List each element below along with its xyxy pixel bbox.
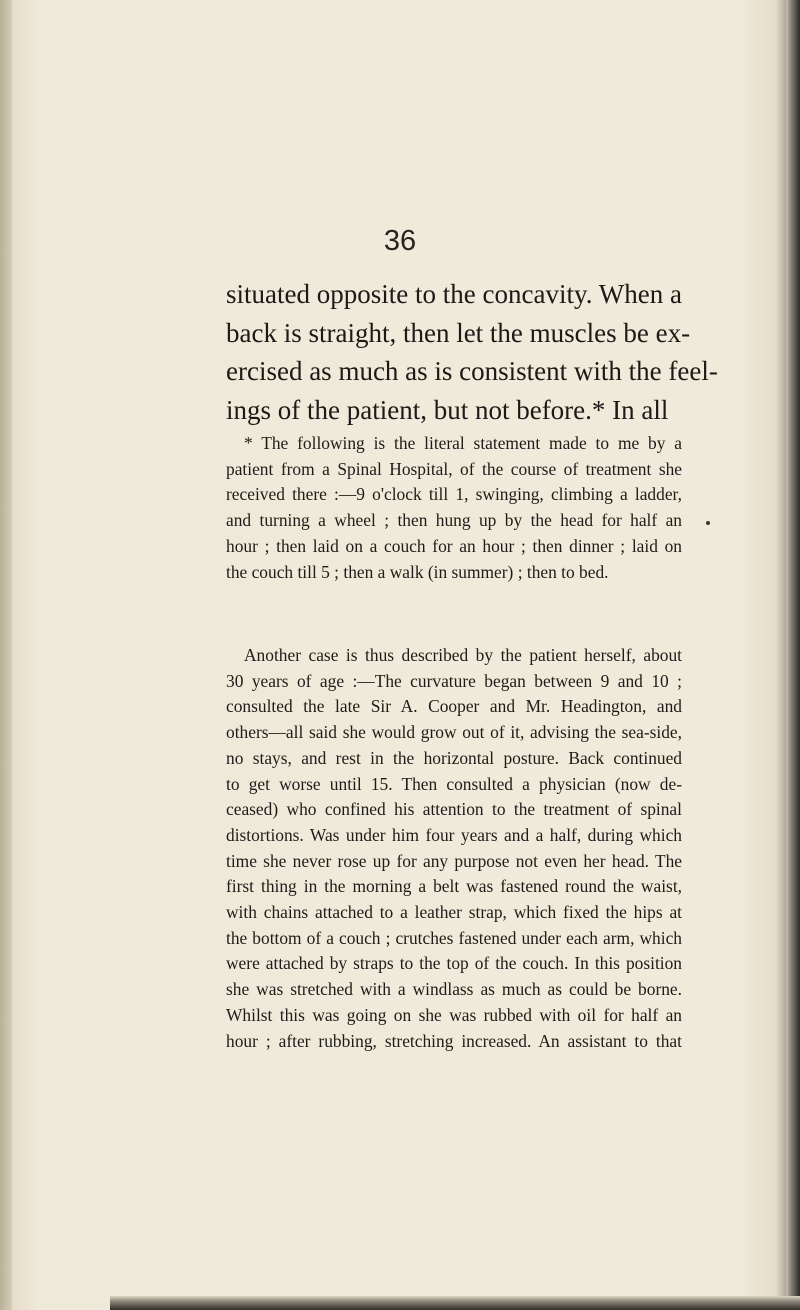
main-line: ings of the patient, but not before.* In all — [226, 394, 669, 425]
footnote-line: distortions. Was under him four years and a half, during which — [226, 824, 682, 845]
footnote-line: consulted the late Sir A. Cooper and Mr. Headington, and — [226, 696, 682, 717]
footnote-line: the bottom of a couch ; crutches fastened under each arm, which — [226, 927, 682, 948]
footnote-line: ceased) who confined his attention to the treatment of spinal — [226, 799, 682, 820]
footnote-line: first thing in the morning a belt was fastened round the waist, — [226, 876, 682, 897]
main-paragraph — [226, 275, 718, 429]
footnote-line: hour ; then laid on a couch for an hour ; then dinner ; laid on — [226, 535, 682, 556]
footnote-line: Whilst this was going on she was rubbed with oil for half an — [226, 1004, 682, 1025]
main-line: situated opposite to the concavity. When a — [226, 279, 682, 309]
footnote-line: 30 years of age :—The curvature began between 9 and 10 ; — [226, 670, 682, 691]
footnote-line: she was stretched with a windlass as much as could be borne. — [226, 979, 682, 1000]
footnote-line: with chains attached to a leather strap, which fixed the hips at — [226, 902, 682, 923]
page-edge-shadow — [786, 0, 800, 1310]
ink-speck — [706, 521, 710, 525]
footnote-line: the couch till 5 ; then a walk (in summer) ; then to bed. — [226, 561, 609, 582]
footnote-second-paragraph — [226, 643, 682, 1054]
footnote-line: were attached by straps to the top of the couch. In this position — [226, 953, 682, 974]
footnote-line: received there :—9 o'clock till 1, swinging, climbing a ladder, — [226, 484, 682, 505]
footnote-line: no stays, and rest in the horizontal posture. Back continued — [226, 747, 682, 768]
footnote-line: others—all said she would grow out of it, advising the sea-side, — [226, 722, 682, 743]
main-line: back is straight, then let the muscles be ex- — [226, 317, 691, 348]
footnote-line: to get worse until 15. Then consulted a physician (now de- — [226, 773, 682, 794]
page-gutter — [0, 0, 12, 1310]
main-line: ercised as much as is consistent with the feel- — [226, 356, 718, 386]
footnote-line: Another case is thus described by the patient herself, about — [244, 645, 682, 665]
footnote-first-paragraph — [226, 431, 682, 585]
footnote-line: and turning a wheel ; then hung up by the head for half an — [226, 510, 682, 531]
page-number: 36 — [383, 225, 417, 257]
footnote-line: hour ; after rubbing, stretching increased. An assistant to that — [226, 1030, 682, 1051]
page-bottom-shadow — [110, 1296, 800, 1310]
footnote-line: * The following is the literal statement made to me by a — [244, 433, 682, 453]
footnote-line: patient from a Spinal Hospital, of the course of treatment she — [226, 458, 682, 479]
footnote-line: time she never rose up for any purpose not even her head. The — [226, 850, 682, 871]
